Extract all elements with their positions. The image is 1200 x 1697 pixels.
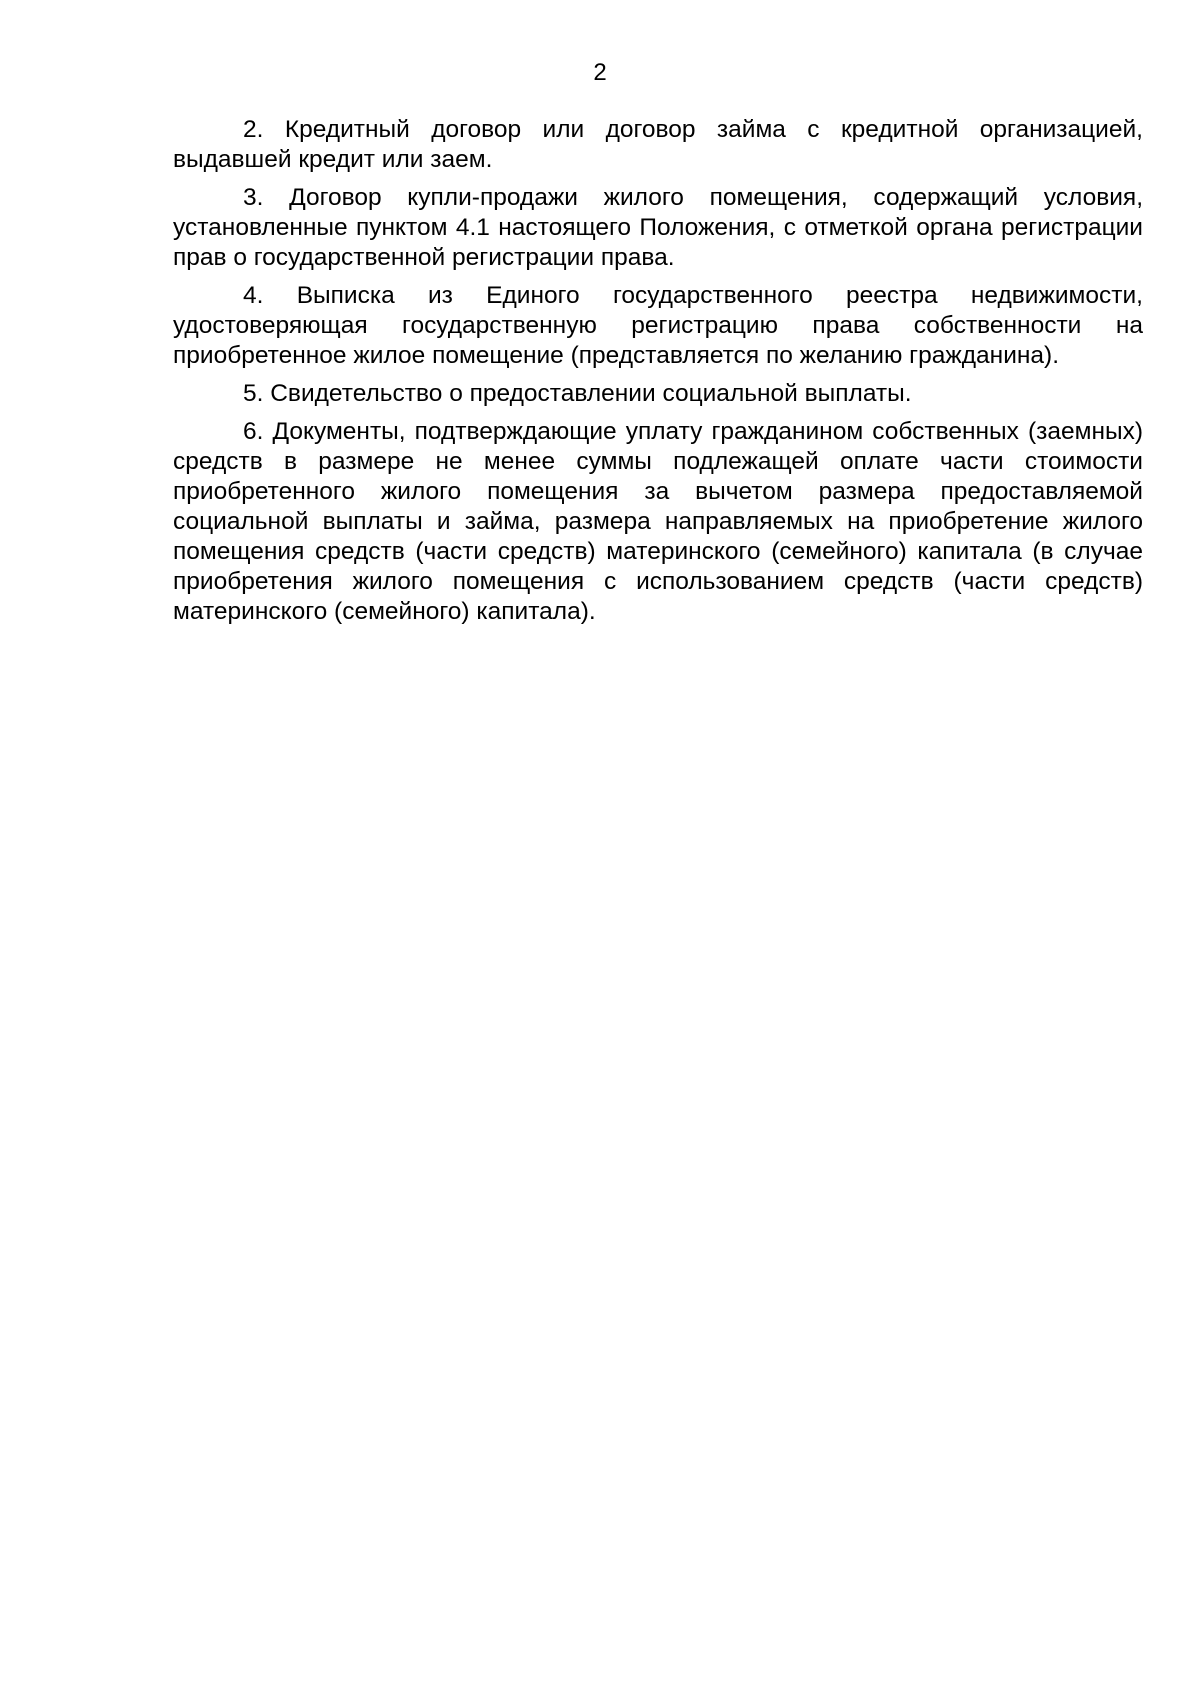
document-body xyxy=(173,115,1143,635)
page-number: 2 xyxy=(593,59,607,86)
paragraph-item-4: 4. Выписка из Единого государственного реестра недвижимости, удостоверяющая государственную регистрацию права собственности на приобретенное жилое помещение (представляется по желанию гражданина). xyxy=(173,282,1143,369)
paragraph-item-2: 2. Кредитный договор или договор займа с кредитной организацией, выдавшей кредит или заем. xyxy=(173,116,1143,173)
paragraph-item-5: 5. Свидетельство о предоставлении социальной выплаты. xyxy=(243,380,912,407)
paragraph-item-3: 3. Договор купли-продажи жилого помещения, содержащий условия, установленные пунктом 4.1 настоящего Положения, с отметкой органа регистрации прав о государственной регистрации права. xyxy=(173,184,1143,271)
paragraph-item-6: 6. Документы, подтверждающие уплату гражданином собственных (заемных) средств в размере не менее суммы подлежащей оплате части стоимости приобретенного жилого помещения за вычетом размера предоставляемой социальной выплаты и займа, размера направляемых на приобретение жилого помещения средств (части средств) материнского (семейного) капитала (в случае приобретения жилого помещения с использованием средств (части средств) материнского (семейного) капитала). xyxy=(173,418,1143,625)
